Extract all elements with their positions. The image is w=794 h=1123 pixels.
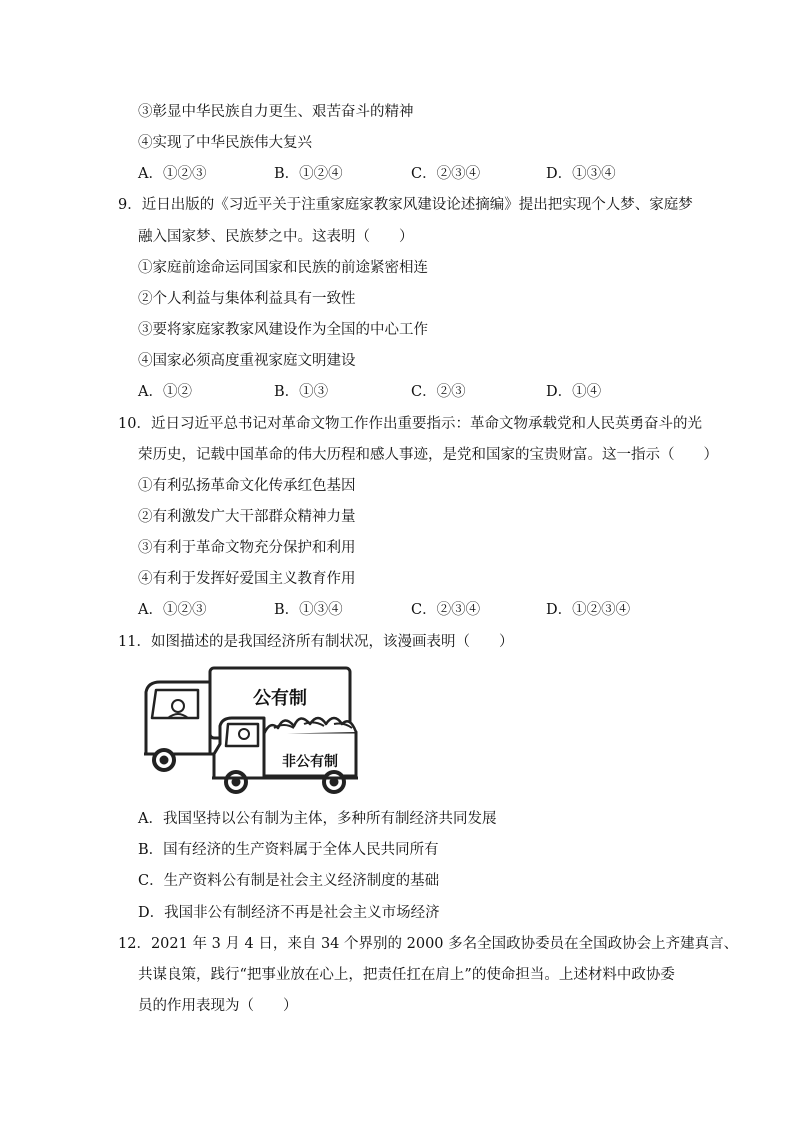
q8-choice-a: A．①②③ (138, 166, 207, 182)
q10-choice-c: C．②③④ (411, 602, 481, 618)
q11-option-b: B．国有经济的生产资料属于全体人民共同所有 (138, 842, 439, 858)
q12-stem-line-2: 共谋良策，践行“把事业放在心上，把责任扛在肩上”的使命担当。上述材料中政协委 (138, 967, 675, 983)
q10-stem-line-1: 10．近日习近平总书记对革命文物工作作出重要指示：革命文物承载党和人民英勇奋斗的光 (118, 416, 702, 432)
q10-item-4: ④有利于发挥好爱国主义教育作用 (138, 571, 356, 587)
q8-item-4: ④实现了中华民族伟大复兴 (138, 135, 312, 151)
public-ownership-label: 公有制 (253, 688, 307, 709)
q9-stem-line-1: 9．近日出版的《习近平关于注重家庭家教家风建设论述摘编》提出把实现个人梦、家庭梦 (118, 197, 693, 213)
ownership-trucks-cartoon (138, 662, 360, 798)
q9-choice-d: D．①④ (546, 384, 602, 400)
q9-item-3: ③要将家庭家教家风建设作为全国的中心工作 (138, 322, 428, 338)
non-public-ownership-label: 非公有制 (282, 754, 338, 770)
q10-choice-a: A．①②③ (138, 602, 207, 618)
q11-option-c: C．生产资料公有制是社会主义经济制度的基础 (138, 873, 440, 889)
q8-choice-c: C．②③④ (411, 166, 481, 182)
q10-choice-d: D．①②③④ (546, 602, 631, 618)
q9-choice-b: B．①③ (274, 384, 329, 400)
q10-stem-line-2: 荣历史，记载中国革命的伟大历程和感人事迹，是党和国家的宝贵财富。这一指示（ ） (138, 447, 718, 463)
q10-choice-b: B．①③④ (274, 602, 343, 618)
q9-choice-c: C．②③ (411, 384, 466, 400)
q11-option-a: A．我国坚持以公有制为主体，多种所有制经济共同发展 (138, 811, 497, 827)
q11-stem: 11．如图描述的是我国经济所有制状况，该漫画表明（ ） (118, 634, 514, 650)
q8-item-3: ③彰显中华民族自力更生、艰苦奋斗的精神 (138, 104, 414, 120)
q8-choice-d: D．①③④ (546, 166, 616, 182)
q12-stem-line-3: 员的作用表现为（ ） (138, 998, 298, 1014)
q12-stem-line-1: 12．2021 年 3 月 4 日，来自 34 个界别的 2000 多名全国政协委员在全国政协会上齐建真言、 (118, 936, 739, 952)
q10-item-1: ①有利弘扬革命文化传承红色基因 (138, 478, 356, 494)
q9-stem-line-2: 融入国家梦、民族梦之中。这表明（ ） (138, 229, 414, 245)
q8-choice-b: B．①②④ (274, 166, 343, 182)
q10-item-2: ②有利激发广大干部群众精神力量 (138, 509, 356, 525)
q10-item-3: ③有利于革命文物充分保护和利用 (138, 540, 356, 556)
q9-item-1: ①家庭前途命运同国家和民族的前途紧密相连 (138, 260, 428, 276)
q9-item-2: ②个人利益与集体利益具有一致性 (138, 291, 356, 307)
q11-option-d: D．我国非公有制经济不再是社会主义市场经济 (138, 905, 440, 921)
q9-item-4: ④国家必须高度重视家庭文明建设 (138, 353, 356, 369)
q9-choice-a: A．①② (138, 384, 192, 400)
